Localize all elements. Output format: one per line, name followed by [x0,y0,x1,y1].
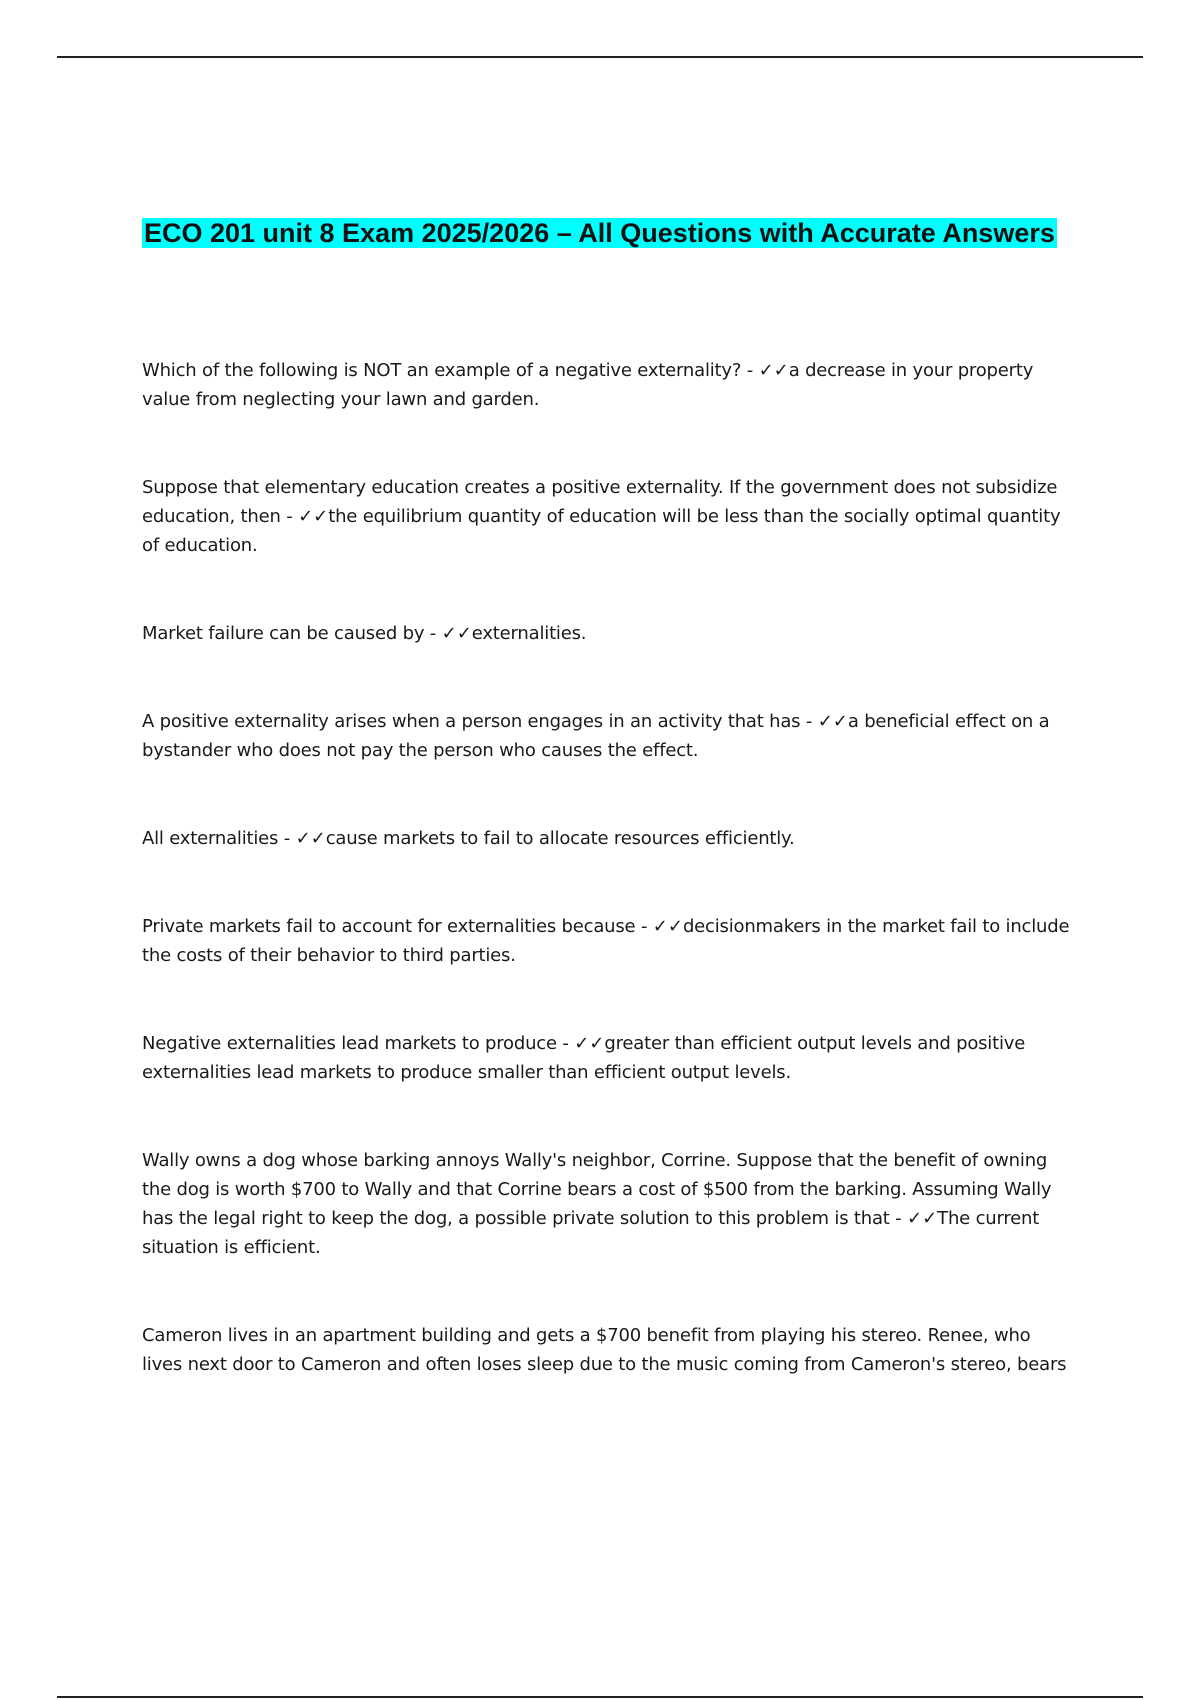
separator: - [424,623,442,644]
qa-item [142,1029,1072,1087]
answer-text: greater than efficient output levels and positive externalities lead markets to produce smaller than efficient output levels. [142,1033,1026,1083]
answer-text: a decrease in your property value from neglecting your lawn and garden. [142,360,1034,410]
question-text: Suppose that elementary education creates a positive externality. If the government does not subsidize education, then [142,477,1058,527]
check-icon: ✓✓ [574,1033,605,1054]
separator: - [741,360,759,381]
separator: - [889,1208,907,1229]
qa-item [142,356,1072,414]
question-text: All externalities [142,828,279,849]
check-icon: ✓✓ [298,506,329,527]
question-text: Wally owns a dog whose barking annoys Wally's neighbor, Corrine. Suppose that the benefit of owning the dog is worth $700 to Wally and that Corrine bears a cost of $500 from the barking. Assuming Wally has the legal right to keep the dog, a possible private solution to this problem is that [142,1150,1052,1229]
qa-item [142,824,1072,853]
qa-item [142,619,1072,648]
separator: - [635,916,653,937]
document-title [142,214,1072,253]
trailing-paragraph: Cameron lives in an apartment building and gets a $700 benefit from playing his stereo. Renee, who lives next door to Cameron and often loses sleep due to the music coming from Cameron's stereo, bears [142,1325,1067,1375]
check-icon: ✓✓ [441,623,472,644]
question-text: Private markets fail to account for externalities because [142,916,636,937]
document-body [142,214,1072,1438]
qa-item [142,1146,1072,1262]
question-text: Negative externalities lead markets to produce [142,1033,557,1054]
separator: - [556,1033,575,1054]
answer-text: a beneficial effect on a bystander who does not pay the person who causes the effect. [142,711,1050,761]
check-icon: ✓✓ [907,1208,938,1229]
separator: - [800,711,818,732]
question-text: A positive externality arises when a person engages in an activity that has [142,711,801,732]
qa-list [142,356,1072,1379]
answer-text: The current situation is efficient. [142,1208,1040,1258]
check-icon: ✓✓ [758,360,789,381]
separator: - [280,506,299,527]
answer-text: the equilibrium quantity of education will be less than the socially optimal quantity of education. [142,506,1061,556]
answer-text: externalities. [471,623,587,644]
qa-item [142,473,1072,560]
check-icon: ✓✓ [295,828,326,849]
answer-text: decisionmakers in the market fail to include the costs of their behavior to third parties. [142,916,1070,966]
check-icon: ✓✓ [652,916,683,937]
question-text: Market failure can be caused by [142,623,425,644]
question-text: Which of the following is NOT an example of a negative externality? [142,360,742,381]
footer-rule [57,1696,1143,1698]
qa-item [142,912,1072,970]
header-rule [57,56,1143,58]
separator: - [278,828,296,849]
answer-text: cause markets to fail to allocate resources efficiently. [325,828,795,849]
check-icon: ✓✓ [817,711,848,732]
title-highlight: ECO 201 unit 8 Exam 2025/2026 – All Questions with Accurate Answers [144,218,1055,248]
qa-item [142,707,1072,765]
